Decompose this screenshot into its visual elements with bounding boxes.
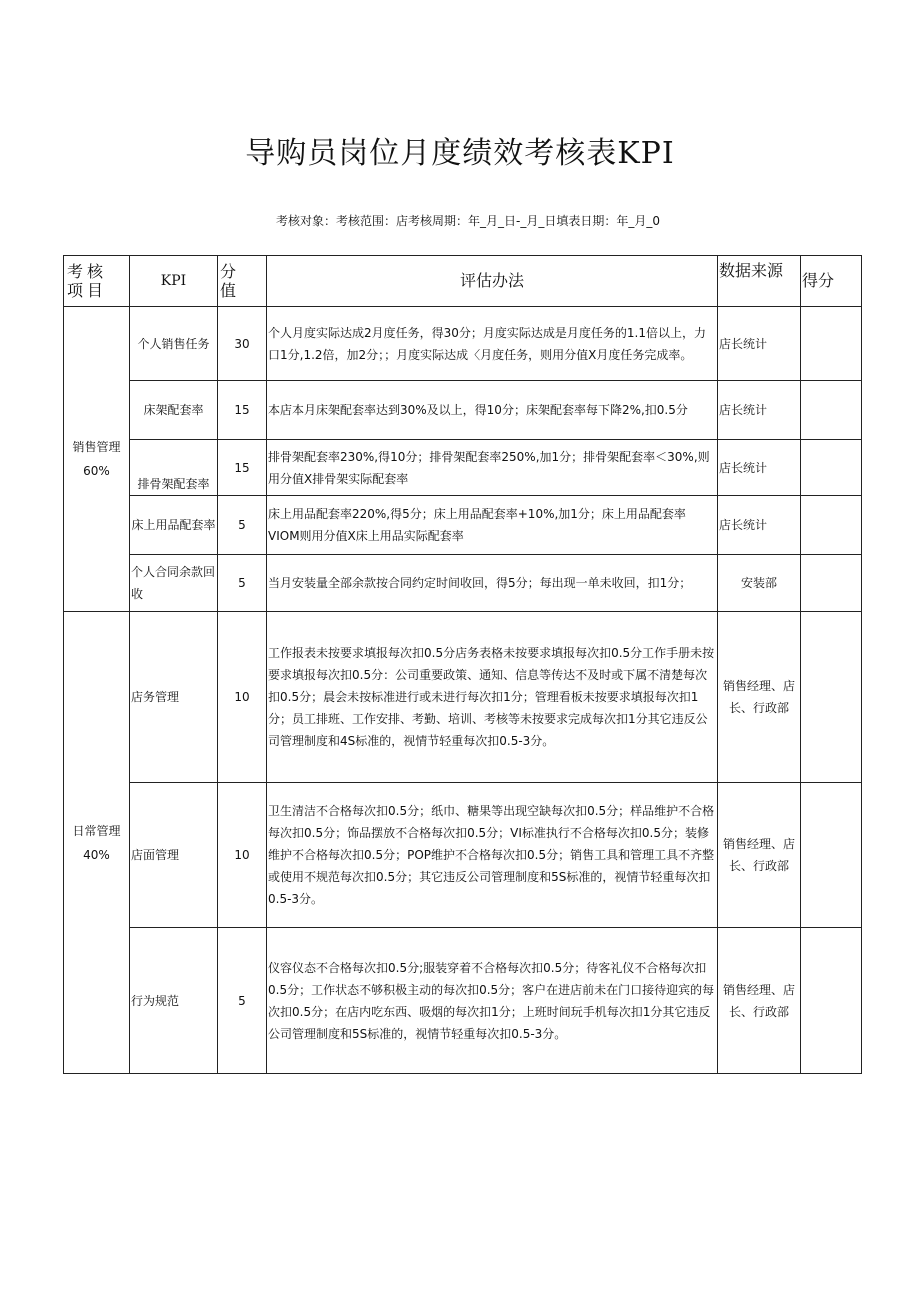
group-cell-daily xyxy=(64,612,130,1074)
kpi-method: 个人月度实际达成2月度任务，得30分；月度实际达成是月度任务的1.1倍以上，力口1分,1.2倍，加2分；；月度实际达成〈月度任务，则用分值X月度任务完成率。 xyxy=(267,307,718,381)
group-name: 销售管理 xyxy=(72,440,121,454)
header-points-line2: 值 xyxy=(220,281,237,300)
kpi-method: 本店本月床架配套率达到30%及以上，得10分；床架配套率每下降2%,扣0.5分 xyxy=(267,381,718,440)
kpi-source: 销售经理、店长、行政部 xyxy=(718,612,801,783)
table-row xyxy=(64,555,862,612)
kpi-points: 5 xyxy=(218,928,267,1074)
page-title: 导购员岗位月度绩效考核表KPI xyxy=(245,136,675,171)
group-cell-sales xyxy=(64,307,130,612)
score-cell[interactable] xyxy=(801,783,862,928)
header-points xyxy=(218,256,267,307)
kpi-points: 10 xyxy=(218,783,267,928)
table-row xyxy=(64,381,862,440)
kpi-method: 卫生清洁不合格每次扣0.5分；纸巾、糖果等出现空缺每次扣0.5分；样品维护不合格每次扣0.5分；饰品摆放不合格每次扣0.5分；VI标准执行不合格每次扣0.5分；装修维护不合格每次扣0.5分；POP维护不合格每次扣0.5分；销售工具和管理工具不齐整或使用不规范每次扣0.5分；其它违反公司管理制度和5S标准的，视情节轻重每次扣0.5-3分。 xyxy=(267,783,718,928)
kpi-name: 店务管理 xyxy=(130,612,218,783)
kpi-source: 安装部 xyxy=(718,555,801,612)
kpi-method: 排骨架配套率230%,得10分；排骨架配套率250%,加1分；排骨架配套率＜30%,则用分值X排骨架实际配套率 xyxy=(267,440,718,496)
header-score: 得分 xyxy=(801,256,862,307)
kpi-source: 店长统计 xyxy=(718,381,801,440)
score-cell[interactable] xyxy=(801,496,862,555)
kpi-points: 15 xyxy=(218,440,267,496)
kpi-name: 床架配套率 xyxy=(130,381,218,440)
kpi-method: 床上用品配套率220%,得5分；床上用品配套率+10%,加1分；床上用品配套率VIOM则用分值X床上用品实际配套率 xyxy=(267,496,718,555)
kpi-points: 5 xyxy=(218,555,267,612)
header-row xyxy=(64,256,862,307)
kpi-source: 店长统计 xyxy=(718,440,801,496)
header-kpi: KPI xyxy=(130,256,218,307)
score-cell[interactable] xyxy=(801,381,862,440)
kpi-method: 当月安装量全部余款按合同约定时间收回，得5分；每出现一单未收回，扣1分； xyxy=(267,555,718,612)
kpi-name: 行为规范 xyxy=(130,928,218,1074)
kpi-name: 床上用品配套率 xyxy=(130,496,218,555)
form-meta-line: 考核对象：考核范围：店考核周期：年_月_日-_月_日填表日期：年_月_0 xyxy=(276,214,660,228)
kpi-points: 10 xyxy=(218,612,267,783)
kpi-points: 30 xyxy=(218,307,267,381)
table-row xyxy=(64,612,862,783)
kpi-points: 5 xyxy=(218,496,267,555)
table-row xyxy=(64,307,862,381)
kpi-method: 仪容仪态不合格每次扣0.5分;服装穿着不合格每次扣0.5分；待客礼仪不合格每次扣0.5分；工作状态不够积极主动的每次扣0.5分；客户在进店前未在门口接待迎宾的每次扣0.5分；在店内吃东西、吸烟的每次扣1分；上班时间玩手机每次扣1分其它违反公司管理制度和5S标准的，视情节轻重每次扣0.5-3分。 xyxy=(267,928,718,1074)
kpi-source: 销售经理、店长、行政部 xyxy=(718,928,801,1074)
kpi-source: 店长统计 xyxy=(718,496,801,555)
table-row xyxy=(64,928,862,1074)
kpi-name: 店面管理 xyxy=(130,783,218,928)
header-category xyxy=(64,256,130,307)
group-name: 日常管理 xyxy=(72,823,121,838)
table-row xyxy=(64,496,862,555)
group-weight: 40% xyxy=(83,847,110,862)
kpi-method: 工作报表未按要求填报每次扣0.5分店务表格未按要求填报每次扣0.5分工作手册未按要求填报每次扣0.5分：公司重要政策、通知、信息等传达不及时或下属不清楚每次扣0.5分；晨会未按标准进行或未进行每次扣1分；管理看板未按要求填报每次扣1分；员工排班、工作安排、考勤、培训、考核等未按要求完成每次扣1分其它违反公司管理制度和4S标准的，视情节轻重每次扣0.5-3分。 xyxy=(267,612,718,783)
kpi-source: 销售经理、店长、行政部 xyxy=(718,783,801,928)
kpi-name: 排骨架配套率 xyxy=(130,440,218,496)
header-category-line2: 项目 xyxy=(67,281,108,300)
score-cell[interactable] xyxy=(801,440,862,496)
kpi-name: 个人销售任务 xyxy=(130,307,218,381)
header-source: 数据来源 xyxy=(718,256,801,307)
kpi-table xyxy=(63,255,862,1074)
score-cell[interactable] xyxy=(801,307,862,381)
table-row xyxy=(64,440,862,496)
table-row xyxy=(64,783,862,928)
kpi-source: 店长统计 xyxy=(718,307,801,381)
header-method: 评估办法 xyxy=(267,256,718,307)
kpi-name: 个人合同余款回收 xyxy=(130,555,218,612)
score-cell[interactable] xyxy=(801,928,862,1074)
header-points-line1: 分 xyxy=(220,262,237,281)
score-cell[interactable] xyxy=(801,612,862,783)
score-cell[interactable] xyxy=(801,555,862,612)
group-weight: 60% xyxy=(83,464,110,478)
kpi-points: 15 xyxy=(218,381,267,440)
header-category-line1: 考核 xyxy=(67,262,108,281)
